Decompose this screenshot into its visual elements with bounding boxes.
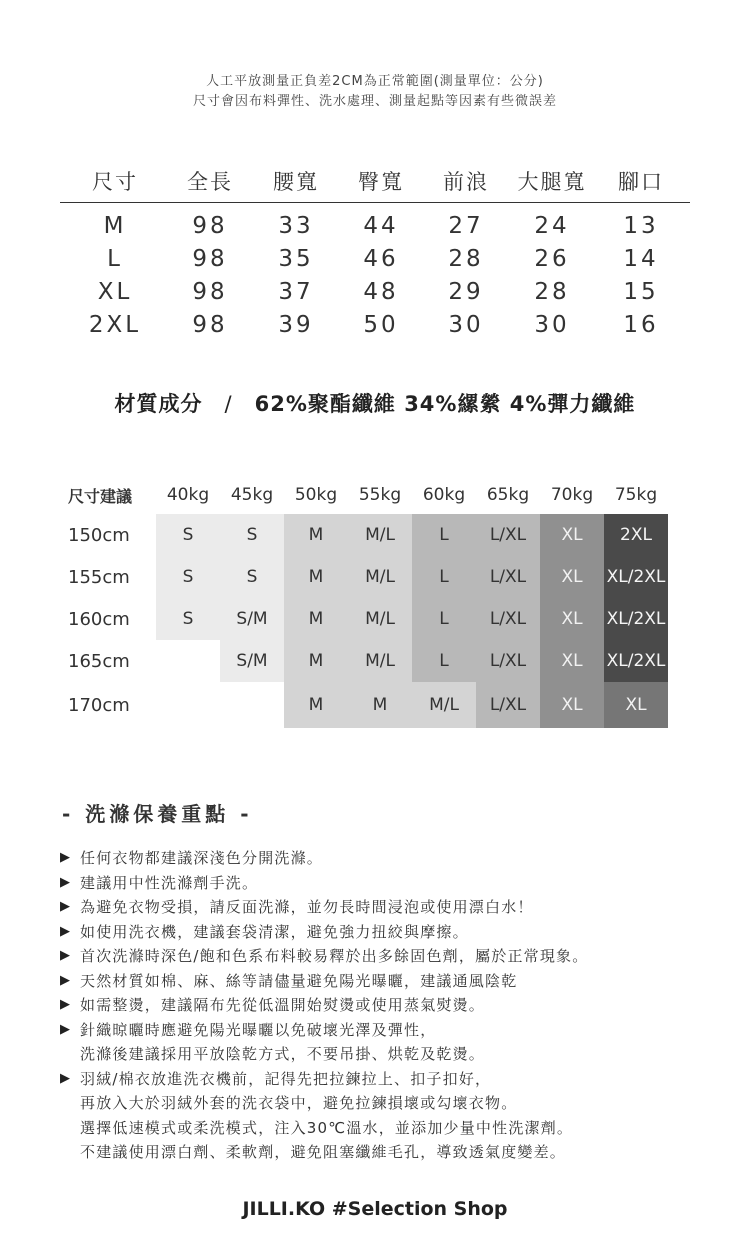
size-cell: XL (604, 682, 668, 728)
size-cell: L/XL (476, 514, 540, 556)
size-cell: M/L (348, 514, 412, 556)
triangle-bullet-icon: ▶ (60, 948, 72, 963)
height-label: 155cm (68, 566, 130, 588)
care-line: 羽絨/棉衣放進洗衣機前，記得先把拉鍊拉上、扣子扣好， (80, 1069, 492, 1088)
table-cell: 28 (448, 245, 484, 272)
table-divider (60, 202, 690, 203)
size-table-body (60, 209, 690, 341)
table-cell: 98 (192, 278, 228, 305)
care-item (60, 1018, 740, 1067)
header-cell: 全長 (187, 170, 233, 194)
triangle-bullet-icon: ▶ (60, 923, 72, 939)
size-cell: S/M (220, 640, 284, 682)
header-cell: 前浪 (443, 170, 489, 194)
care-line: 洗滌後建議採用平放陰乾方式，不要吊掛、烘乾及乾燙。 (80, 1045, 486, 1063)
table-cell: 37 (278, 278, 314, 305)
material-value: 62%聚酯纖維 34%縲縈 4%彈力纖維 (254, 392, 636, 416)
table-cell: 39 (278, 311, 314, 338)
care-line: 再放入大於羽絨外套的洗衣袋中，避免拉鍊損壞或勾壞衣物。 (80, 1094, 518, 1112)
table-cell: 48 (363, 278, 399, 305)
recommendation-row (68, 682, 668, 728)
size-cell: XL (540, 556, 604, 598)
care-line: 為避免衣物受損，請反面洗滌，並勿長時間浸泡或使用漂白水！ (80, 898, 534, 916)
size-cell: S (156, 556, 220, 598)
material-label: 材質成分 (114, 392, 203, 416)
triangle-bullet-icon: ▶ (60, 899, 72, 914)
size-cell: L/XL (476, 598, 540, 640)
table-cell: 26 (534, 245, 570, 272)
weight-header: 50kg (294, 485, 338, 505)
care-text (80, 993, 485, 1018)
size-cell: M (348, 682, 412, 728)
size-cell: S (156, 514, 220, 556)
size-cell: M/L (412, 682, 476, 728)
care-list (60, 846, 740, 1165)
care-item (60, 993, 740, 1018)
size-cell (156, 682, 220, 728)
size-cell: S (220, 556, 284, 598)
table-row (60, 275, 690, 308)
height-label: 165cm (68, 650, 130, 672)
size-cell: XL (540, 640, 604, 682)
care-text (80, 1018, 485, 1067)
header-cell: 大腿寬 (517, 170, 587, 194)
size-table (60, 160, 690, 341)
table-cell: 44 (363, 212, 399, 239)
care-item (60, 944, 740, 969)
size-cell: L (412, 598, 476, 640)
care-line: 首次洗滌時深色/飽和色系布料較易釋於出多餘固色劑，屬於正常現象。 (80, 947, 589, 965)
table-cell: M (103, 212, 127, 239)
size-cell: M (284, 682, 348, 728)
recommendation-row (68, 556, 668, 598)
height-label: 150cm (68, 524, 130, 546)
care-text (80, 920, 469, 945)
care-item (60, 895, 740, 920)
size-cell: M (284, 640, 348, 682)
care-text (80, 895, 534, 920)
triangle-bullet-icon: ▶ (60, 850, 72, 865)
triangle-bullet-icon: ▶ (60, 997, 72, 1012)
care-item (60, 920, 740, 945)
size-cell: M/L (348, 598, 412, 640)
care-line: 如使用洗衣機，建議套袋清潔，避免強力扭絞與摩擦。 (80, 922, 469, 941)
height-label: 170cm (68, 694, 130, 716)
care-item (60, 871, 740, 896)
size-cell: M/L (348, 640, 412, 682)
care-text (80, 944, 588, 969)
size-cell: M (284, 556, 348, 598)
size-cell: S (156, 598, 220, 640)
table-cell: 98 (192, 245, 228, 272)
table-cell: 98 (192, 212, 228, 239)
header-cell: 臀寬 (358, 170, 404, 194)
care-line: 天然材質如棉、麻、絲等請儘量避免陽光曝曬，建議通風陰乾 (80, 971, 518, 990)
size-table-header (60, 160, 690, 202)
table-cell: 46 (363, 245, 399, 272)
care-text (80, 871, 258, 896)
size-cell: XL/2XL (604, 598, 668, 640)
table-cell: 27 (448, 212, 484, 239)
care-item (60, 846, 740, 871)
care-line: 針織晾曬時應避免陽光曝曬以免破壞光澤及彈性， (80, 1020, 437, 1039)
header-cell: 尺寸 (92, 170, 138, 194)
size-cell: L (412, 640, 476, 682)
table-cell: 35 (278, 245, 314, 272)
table-row (60, 242, 690, 275)
weight-header: 55kg (358, 485, 402, 505)
recommendation-header (68, 476, 668, 514)
table-cell: 98 (192, 311, 228, 338)
shop-footer: JILLI.KO #Selection Shop (242, 1198, 508, 1220)
size-cell (156, 640, 220, 682)
table-cell: 13 (623, 212, 659, 239)
weight-header: 60kg (422, 485, 466, 505)
material-composition (0, 388, 750, 418)
size-cell (220, 682, 284, 728)
measurement-note: 尺寸會因布料彈性、洗水處理、測量起點等因素有些微誤差 (192, 94, 557, 109)
measurement-note: 人工平放測量正負差2CM為正常範圍(測量單位：公分) (206, 74, 544, 89)
size-cell: M (284, 514, 348, 556)
weight-header: 65kg (486, 485, 530, 505)
triangle-bullet-icon: ▶ (60, 874, 72, 890)
triangle-bullet-icon: ▶ (60, 1021, 72, 1037)
care-line: 不建議使用漂白劑、柔軟劑，避免阻塞纖維毛孔，導致透氣度變差。 (80, 1143, 567, 1161)
table-row (60, 209, 690, 242)
recommendation-row (68, 514, 668, 556)
table-cell: 2XL (88, 311, 142, 338)
care-line: 如需整燙，建議隔布先從低溫開始熨燙或使用蒸氣熨燙。 (80, 996, 486, 1014)
size-cell: XL/2XL (604, 556, 668, 598)
care-text (80, 969, 517, 994)
weight-header: 70kg (550, 485, 594, 505)
recommendation-title: 尺寸建議 (68, 486, 133, 506)
table-cell: XL (97, 278, 133, 305)
care-line: 任何衣物都建議深淺色分開洗滌。 (80, 849, 324, 867)
care-line: 建議用中性洗滌劑手洗。 (80, 873, 259, 892)
recommendation-row (68, 598, 668, 640)
table-cell: L (107, 245, 123, 272)
care-item (60, 969, 740, 994)
size-cell: L (412, 556, 476, 598)
table-cell: 28 (534, 278, 570, 305)
size-cell: XL (540, 514, 604, 556)
triangle-bullet-icon: ▶ (60, 972, 72, 988)
height-label: 160cm (68, 608, 130, 630)
table-cell: 50 (363, 311, 399, 338)
table-cell: 14 (623, 245, 659, 272)
weight-header: 40kg (166, 485, 210, 505)
size-cell: 2XL (604, 514, 668, 556)
size-recommendation-grid (68, 476, 668, 728)
care-title: - 洗滌保養重點 - (62, 802, 253, 826)
table-row (60, 308, 690, 341)
weight-header: 45kg (230, 485, 274, 505)
weight-header: 75kg (614, 485, 658, 505)
size-cell: L/XL (476, 556, 540, 598)
care-text (80, 1067, 573, 1165)
size-cell: XL (540, 598, 604, 640)
table-cell: 30 (448, 311, 484, 338)
size-cell: M/L (348, 556, 412, 598)
recommendation-body (68, 514, 668, 728)
size-cell: S/M (220, 598, 284, 640)
size-cell: L (412, 514, 476, 556)
header-cell: 腰寬 (273, 170, 319, 194)
care-line: 選擇低速模式或柔洗模式，注入30℃溫水，並添加少量中性洗潔劑。 (80, 1118, 574, 1137)
table-cell: 29 (448, 278, 484, 305)
table-cell: 24 (534, 212, 570, 239)
care-text (80, 846, 323, 871)
recommendation-row (68, 640, 668, 682)
table-cell: 30 (534, 311, 570, 338)
table-cell: 15 (623, 278, 659, 305)
table-cell: 33 (278, 212, 314, 239)
table-cell: 16 (623, 311, 659, 338)
size-cell: M (284, 598, 348, 640)
size-cell: L/XL (476, 682, 540, 728)
care-item (60, 1067, 740, 1165)
size-cell: S (220, 514, 284, 556)
size-cell: L/XL (476, 640, 540, 682)
size-cell: XL (540, 682, 604, 728)
triangle-bullet-icon: ▶ (60, 1070, 72, 1086)
size-cell: XL/2XL (604, 640, 668, 682)
material-separator: / (224, 392, 233, 416)
header-cell: 腳口 (618, 170, 664, 194)
